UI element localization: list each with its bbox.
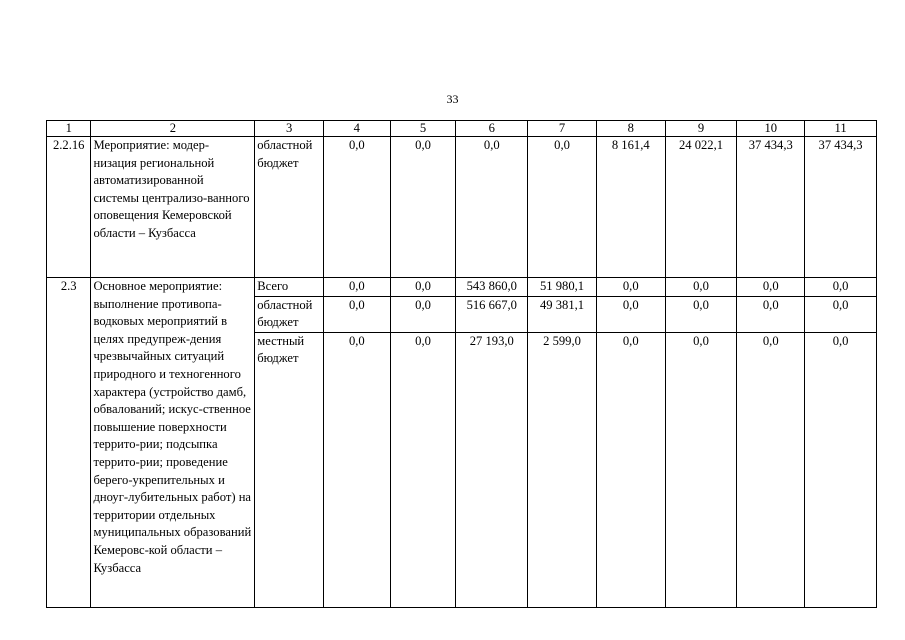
funding-source: областной бюджет [255,137,324,278]
value-cell: 516 667,0 [456,296,528,332]
column-header: 4 [323,121,390,137]
value-cell: 0,0 [737,332,805,607]
item-code: 2.3 [47,278,91,608]
value-cell: 0,0 [390,278,456,297]
value-cell: 0,0 [805,296,877,332]
budget-table [46,120,877,608]
funding-source: областной бюджет [255,296,324,332]
value-cell: 0,0 [596,278,665,297]
value-cell: 0,0 [665,278,737,297]
column-header: 5 [390,121,456,137]
value-cell: 543 860,0 [456,278,528,297]
value-cell: 51 980,1 [528,278,597,297]
value-cell: 0,0 [390,137,456,278]
item-code: 2.2.16 [47,137,91,278]
value-cell: 37 434,3 [805,137,877,278]
column-header: 3 [255,121,324,137]
value-cell: 2 599,0 [528,332,597,607]
value-cell: 0,0 [737,296,805,332]
value-cell: 0,0 [596,332,665,607]
page-number: 33 [446,92,459,106]
value-cell: 0,0 [665,332,737,607]
column-header: 6 [456,121,528,137]
item-name: Мероприятие: модер-низация региональной автоматизированной системы централизо-ванного оповещения Кемеровской области – Кузбасса [91,137,255,278]
value-cell: 8 161,4 [596,137,665,278]
value-cell: 0,0 [323,137,390,278]
item-name: Основное мероприятие: выполнение противопа-водковых мероприятий в целях предупреж-дения чрезвычайных ситуаций природного и техногенного характера (устройство дамб, обвалований; искус-ственное повышение поверхности террито-рии; подсыпка террито-рии; проведение берего-укрепительных и дноуг-лубительных работ) на территории отдельных муниципальных образований Кемеровс-кой области – Кузбасса [91,278,255,608]
value-cell: 27 193,0 [456,332,528,607]
value-cell: 0,0 [323,332,390,607]
column-number-row [47,121,877,137]
column-header: 1 [47,121,91,137]
column-header: 7 [528,121,597,137]
column-header: 11 [805,121,877,137]
column-header: 9 [665,121,737,137]
funding-source: Всего [255,278,324,297]
value-cell: 0,0 [456,137,528,278]
value-cell: 0,0 [323,278,390,297]
value-cell: 49 381,1 [528,296,597,332]
column-header: 8 [596,121,665,137]
value-cell: 0,0 [323,296,390,332]
funding-source: местный бюджет [255,332,324,607]
value-cell: 0,0 [528,137,597,278]
column-header: 10 [737,121,805,137]
value-cell: 0,0 [805,278,877,297]
table-row [47,278,877,297]
value-cell: 0,0 [390,296,456,332]
value-cell: 37 434,3 [737,137,805,278]
value-cell: 24 022,1 [665,137,737,278]
value-cell: 0,0 [596,296,665,332]
table-row [47,137,877,278]
value-cell: 0,0 [390,332,456,607]
value-cell: 0,0 [665,296,737,332]
value-cell: 0,0 [805,332,877,607]
column-header: 2 [91,121,255,137]
value-cell: 0,0 [737,278,805,297]
